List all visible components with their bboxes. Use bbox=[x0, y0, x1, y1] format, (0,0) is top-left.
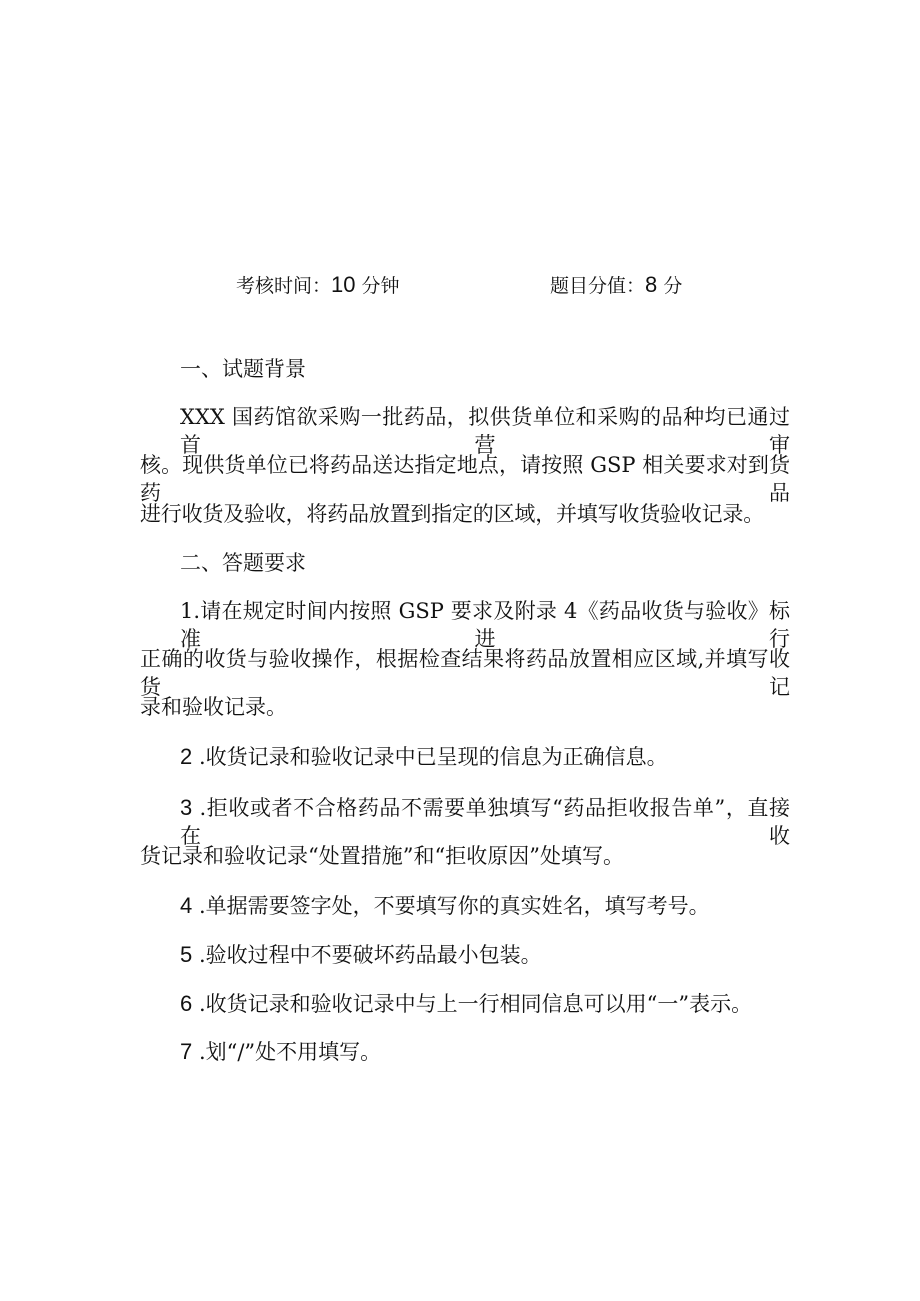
section1-heading: 一、试题背景 bbox=[180, 357, 306, 381]
item-text: .拒收或者不合格药品不需要单独填写“药品拒收报告单”，直接在收 bbox=[180, 796, 790, 848]
item-text: .收货记录和验收记录中与上一行相同信息可以用“一”表示。 bbox=[198, 992, 753, 1016]
item-2 bbox=[180, 743, 668, 771]
item1-line: 正确的收货与验收操作，根据检查结果将药品放置相应区域,并填写收货记 bbox=[140, 647, 790, 699]
section1-line: 进行收货及验收，将药品放置到指定的区域，并填写收货验收记录。 bbox=[140, 502, 764, 526]
item-6 bbox=[180, 990, 752, 1018]
item-text: .划“/”处不用填写。 bbox=[198, 1040, 382, 1064]
item-number: 7 bbox=[180, 1039, 193, 1064]
exam-score-label: 题目分值： bbox=[550, 275, 646, 297]
item1-line: 录和验收记录。 bbox=[140, 695, 287, 719]
exam-score-value: 8 bbox=[645, 272, 658, 297]
item-5 bbox=[180, 941, 542, 969]
exam-time-value: 10 bbox=[331, 272, 356, 297]
item-text: .单据需要签字处，不要填写你的真实姓名，填写考号。 bbox=[198, 894, 710, 918]
exam-time-label: 考核时间： bbox=[236, 275, 332, 297]
section1-line: XXX 国药馆欲采购一批药品，拟供货单位和采购的品种均已通过首营审 bbox=[180, 405, 790, 457]
item-number: 5 bbox=[180, 942, 193, 967]
item-number: 6 bbox=[180, 991, 193, 1016]
item-7 bbox=[180, 1038, 381, 1066]
section1-line: 核。现供货单位已将药品送达指定地点，请按照 GSP 相关要求对到货药品 bbox=[140, 453, 790, 505]
item-number: 2 bbox=[180, 744, 193, 769]
item-number: 4 bbox=[180, 893, 193, 918]
item-text: .验收过程中不要破坏药品最小包装。 bbox=[198, 943, 542, 967]
exam-score bbox=[550, 271, 682, 300]
item1-line: 1.请在规定时间内按照 GSP 要求及附录 4《药品收货与验收》标准进行 bbox=[180, 599, 790, 651]
exam-time bbox=[236, 271, 400, 300]
item-4 bbox=[180, 892, 710, 920]
section2-heading: 二、答题要求 bbox=[180, 551, 306, 575]
item-3-cont: 货记录和验收记录“处置措施”和“拒收原因”处填写。 bbox=[140, 844, 624, 868]
item-number: 3 bbox=[180, 795, 193, 820]
exam-time-unit: 分钟 bbox=[361, 275, 400, 297]
item-text: .收货记录和验收记录中已呈现的信息为正确信息。 bbox=[198, 745, 668, 769]
exam-score-unit: 分 bbox=[663, 275, 683, 297]
